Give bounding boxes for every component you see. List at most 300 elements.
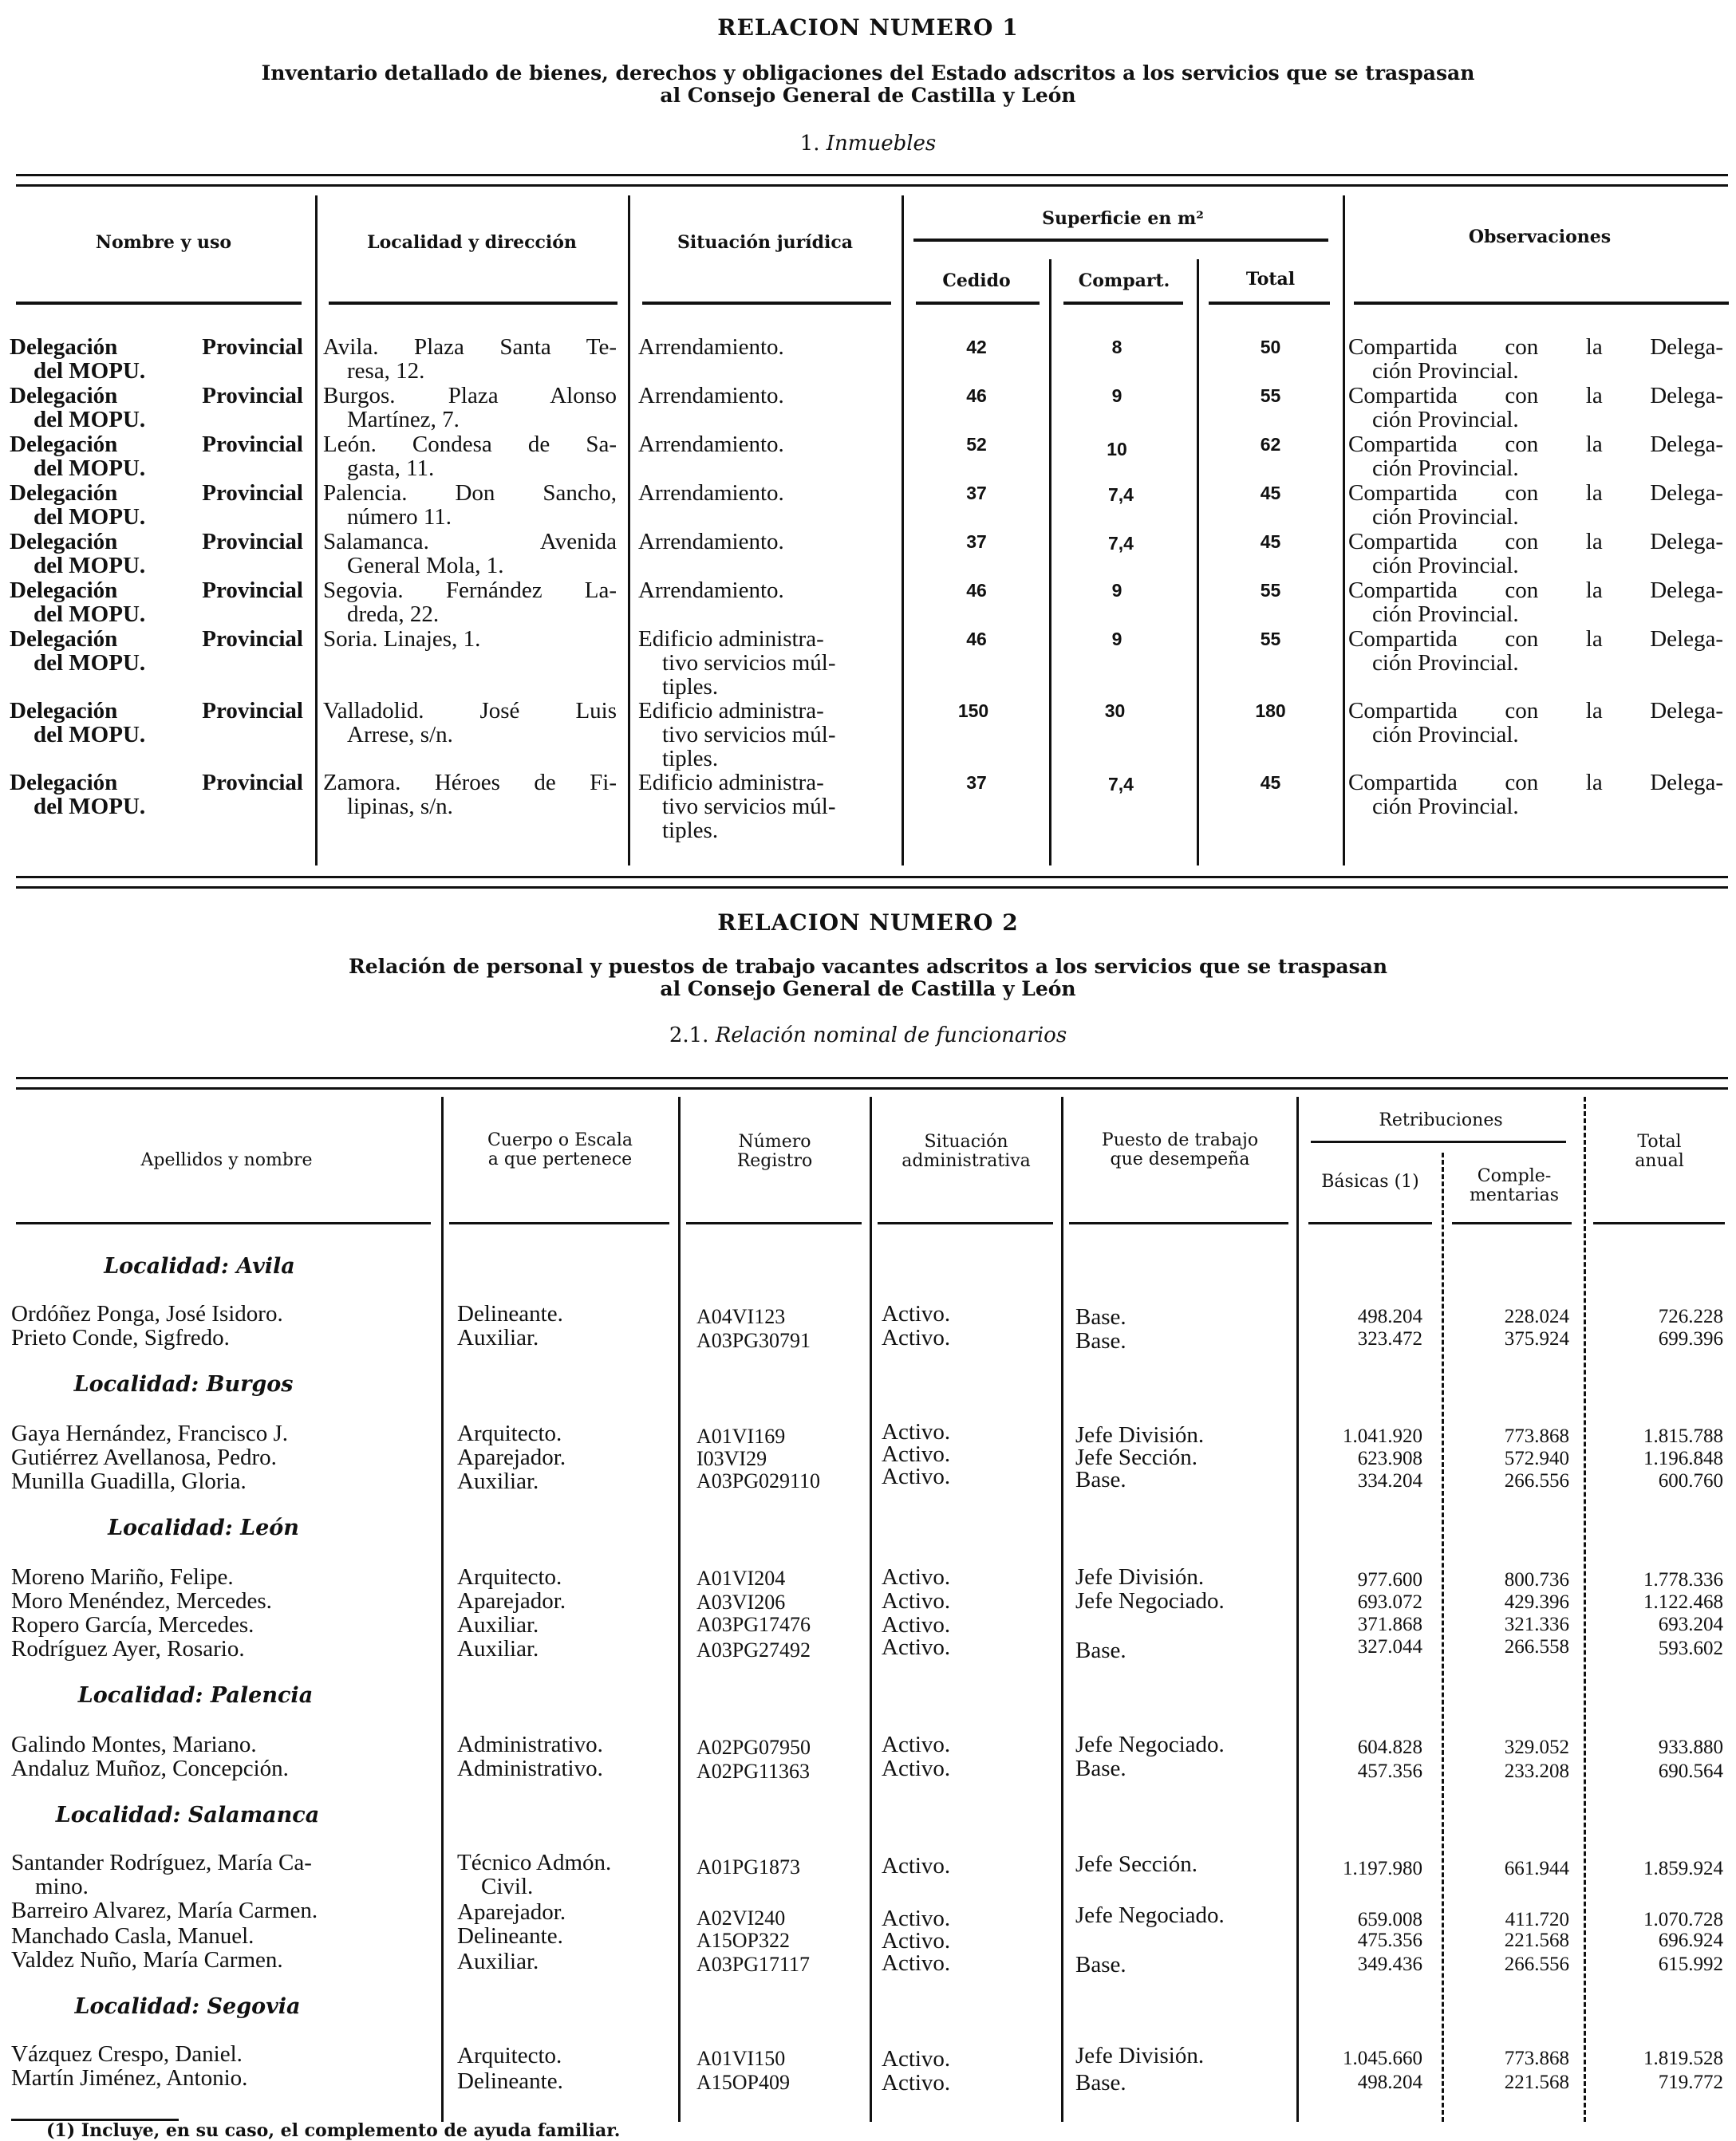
cell-complementarias: 221.568 — [1504, 1930, 1569, 1951]
table-bottom-rule — [16, 876, 1728, 889]
cell-situacion: Activo. — [882, 1441, 951, 1467]
cell-localidad: Arrese, s/n. — [347, 722, 453, 747]
cell-registro: A03PG17117 — [696, 1953, 811, 1976]
cell-nombre: del MOPU. — [34, 358, 146, 384]
cell-complementarias: 429.396 — [1504, 1591, 1569, 1613]
header-situacion-line1: Situación — [924, 1132, 1008, 1152]
cell-situacion: Arrendamiento. — [638, 334, 784, 360]
header-rule — [1063, 302, 1183, 305]
header-rule — [1354, 302, 1729, 305]
cell-registro: A15OP409 — [696, 2071, 791, 2094]
header-rule — [16, 302, 302, 305]
cell-localidad: León. Condesa de Sa- — [323, 432, 617, 457]
cell-total: 726.228 — [1658, 1306, 1723, 1327]
header-cedido: Cedido — [942, 270, 1011, 291]
cell-situacion: Activo. — [882, 1906, 951, 1931]
cell-complementarias: 773.868 — [1504, 1425, 1569, 1447]
header-rule — [1069, 1222, 1288, 1224]
section-number: 2.1. — [669, 1023, 709, 1047]
cell-basicas: 659.008 — [1357, 1909, 1422, 1930]
localidad-heading: Localidad: Avila — [104, 1254, 295, 1279]
cell-total: 1.196.848 — [1643, 1448, 1723, 1469]
cell-complementarias: 411.720 — [1505, 1909, 1569, 1930]
column-divider — [315, 195, 318, 865]
cell-basicas: 1.045.660 — [1343, 2048, 1422, 2069]
cell-cuerpo: Técnico Admón. — [457, 1850, 612, 1875]
cell-total: 45 — [1260, 772, 1281, 793]
column-divider — [1197, 259, 1199, 865]
column-divider — [628, 195, 630, 865]
header-total: Total — [1245, 269, 1296, 290]
cell-situacion: Arrendamiento. — [638, 529, 784, 554]
cell-cedido: 46 — [966, 580, 987, 601]
cell-situacion: Arrendamiento. — [638, 383, 784, 408]
cell-situacion: Activo. — [882, 1301, 951, 1327]
cell-cuerpo: Delineante. — [457, 1923, 563, 1949]
header-puesto — [1064, 1131, 1296, 1169]
cell-cuerpo: Auxiliar. — [457, 1612, 539, 1638]
cell-situacion: Edificio administra- — [638, 698, 824, 724]
section-title: Inmuebles — [826, 132, 937, 156]
column-divider — [1442, 1153, 1444, 2122]
cell-situacion: Arrendamiento. — [638, 480, 784, 506]
cell-nombre: Valdez Nuño, María Carmen. — [11, 1947, 283, 1973]
cell-observaciones: Compartida con la Delega- — [1348, 698, 1723, 724]
header-rule — [329, 302, 617, 305]
cell-localidad: Salamanca. Avenida — [323, 529, 617, 554]
cell-localidad: dreda, 22. — [347, 601, 440, 627]
cell-nombre: Delegación Provincial — [10, 334, 303, 360]
header-rule — [16, 1222, 431, 1224]
cell-nombre: mino. — [35, 1874, 89, 1899]
cell-cuerpo: Delineante. — [457, 2068, 563, 2094]
cell-observaciones: Compartida con la Delega- — [1348, 578, 1723, 603]
cell-compart: 7,4 — [1108, 533, 1134, 554]
cell-observaciones: ción Provincial. — [1372, 407, 1519, 432]
cell-basicas: 349.436 — [1357, 1954, 1422, 1975]
table-top-rule — [16, 174, 1728, 187]
cell-localidad: Segovia. Fernández La- — [323, 578, 617, 603]
cell-cuerpo: Arquitecto. — [457, 1564, 562, 1590]
header-situacion — [873, 1133, 1059, 1171]
cell-nombre: Rodríguez Ayer, Rosario. — [11, 1636, 245, 1662]
cell-registro: I03VI29 — [696, 1447, 767, 1470]
column-divider — [870, 1097, 872, 2122]
header-rule — [913, 239, 1328, 242]
cell-cuerpo: Arquitecto. — [457, 1421, 562, 1446]
cell-situacion: Activo. — [882, 1419, 951, 1445]
header-puesto-line1: Puesto de trabajo — [1101, 1130, 1259, 1150]
cell-observaciones: Compartida con la Delega- — [1348, 480, 1723, 506]
header-numero-registro — [682, 1133, 867, 1171]
localidad-heading: Localidad: Burgos — [73, 1372, 294, 1397]
cell-registro: A03PG30791 — [696, 1329, 811, 1352]
cell-situacion: Activo. — [882, 1732, 951, 1757]
relacion-1-subtitle-line2: al Consejo General de Castilla y León — [660, 84, 1076, 107]
cell-situacion: tivo servicios múl- — [662, 722, 836, 747]
cell-situacion: Activo. — [882, 1928, 951, 1954]
cell-complementarias: 321.336 — [1504, 1614, 1569, 1635]
cell-situacion: Activo. — [882, 1325, 951, 1350]
cell-nombre: Vázquez Crespo, Daniel. — [11, 2041, 243, 2067]
cell-nombre: Manchado Casla, Manuel. — [11, 1923, 254, 1949]
cell-basicas: 457.356 — [1357, 1761, 1422, 1782]
cell-puesto: Base. — [1075, 1328, 1126, 1354]
cell-complementarias: 266.558 — [1504, 1636, 1569, 1658]
header-total-anual — [1588, 1133, 1731, 1171]
cell-nombre: Moreno Mariño, Felipe. — [11, 1564, 234, 1590]
section-2-1-heading — [0, 1023, 1736, 1047]
cell-compart: 10 — [1107, 439, 1127, 459]
header-rule — [1593, 1222, 1725, 1224]
cell-total: 55 — [1260, 580, 1281, 601]
column-divider — [1584, 1097, 1586, 2122]
cell-nombre: del MOPU. — [34, 794, 146, 819]
header-puesto-line2: que desempeña — [1110, 1149, 1250, 1169]
cell-cuerpo: Auxiliar. — [457, 1949, 539, 1974]
cell-complementarias: 800.736 — [1504, 1569, 1569, 1591]
cell-puesto: Base. — [1075, 1304, 1126, 1330]
cell-localidad: Palencia. Don Sancho, — [323, 480, 617, 506]
cell-nombre: Delegación Provincial — [10, 480, 303, 506]
cell-situacion: Activo. — [882, 1950, 951, 1976]
cell-total: 45 — [1260, 483, 1281, 503]
cell-puesto: Jefe Sección. — [1075, 1851, 1197, 1877]
cell-basicas: 498.204 — [1357, 1306, 1422, 1327]
cell-compart: 9 — [1111, 580, 1122, 601]
cell-cedido: 46 — [966, 385, 987, 406]
cell-basicas: 604.828 — [1357, 1737, 1422, 1758]
cell-situacion: Activo. — [882, 1464, 951, 1489]
cell-puesto: Jefe Negociado. — [1075, 1902, 1225, 1928]
cell-nombre: Delegación Provincial — [10, 529, 303, 554]
cell-registro: A01VI169 — [696, 1425, 786, 1448]
cell-observaciones: ción Provincial. — [1372, 358, 1519, 384]
cell-cuerpo: Arquitecto. — [457, 2043, 562, 2068]
header-complem-line2: mentarias — [1470, 1185, 1559, 1205]
cell-total: 62 — [1260, 434, 1281, 455]
cell-situacion: tiples. — [662, 674, 719, 700]
cell-localidad: resa, 12. — [347, 358, 425, 384]
cell-total: 55 — [1260, 385, 1281, 406]
cell-observaciones: ción Provincial. — [1372, 553, 1519, 578]
cell-observaciones: ción Provincial. — [1372, 650, 1519, 676]
cell-puesto: Base. — [1075, 2070, 1126, 2096]
column-divider — [678, 1097, 681, 2122]
cell-registro: A04VI123 — [696, 1305, 786, 1328]
cell-total: 1.122.468 — [1643, 1591, 1723, 1613]
header-rule — [1311, 1141, 1566, 1143]
cell-total: 50 — [1260, 337, 1281, 357]
column-divider — [1061, 1097, 1063, 2122]
header-nombre: Nombre y uso — [95, 232, 232, 253]
cell-localidad: número 11. — [347, 504, 452, 530]
cell-cuerpo: Administrativo. — [457, 1732, 603, 1757]
cell-observaciones: Compartida con la Delega- — [1348, 770, 1723, 795]
header-complem-line1: Comple- — [1477, 1166, 1552, 1186]
cell-registro: A03PG27492 — [696, 1638, 811, 1662]
cell-situacion: Edificio administra- — [638, 770, 824, 795]
cell-puesto: Base. — [1075, 1638, 1126, 1663]
cell-complementarias: 572.940 — [1504, 1448, 1569, 1469]
table-top-rule — [16, 1077, 1728, 1090]
cell-total: 719.772 — [1658, 2072, 1723, 2093]
cell-nombre: Prieto Conde, Sigfredo. — [11, 1325, 230, 1350]
cell-puesto: Jefe División. — [1075, 2043, 1205, 2068]
cell-basicas: 498.204 — [1357, 2072, 1422, 2093]
header-rule — [642, 302, 891, 305]
relacion-1-subtitle-line1: Inventario detallado de bienes, derechos y obligaciones del Estado adscritos a los servicios que se traspasan — [261, 61, 1475, 85]
cell-total: 180 — [1255, 700, 1286, 721]
cell-observaciones: Compartida con la Delega- — [1348, 334, 1723, 360]
cell-total: 55 — [1260, 629, 1281, 649]
cell-nombre: Gaya Hernández, Francisco J. — [11, 1421, 289, 1446]
column-divider — [1343, 195, 1345, 865]
cell-complementarias: 375.924 — [1504, 1328, 1569, 1350]
cell-observaciones: ción Provincial. — [1372, 601, 1519, 627]
cell-registro: A03PG17476 — [696, 1613, 811, 1636]
cell-puesto: Jefe Negociado. — [1075, 1732, 1225, 1757]
cell-cuerpo: Aparejador. — [457, 1899, 566, 1925]
header-cuerpo-line1: Cuerpo o Escala — [487, 1130, 633, 1150]
cell-nombre: Andaluz Muñoz, Concepción. — [11, 1756, 289, 1781]
cell-total: 1.859.924 — [1643, 1858, 1723, 1879]
cell-nombre: Delegación Provincial — [10, 383, 303, 408]
cell-registro: A02PG11363 — [696, 1760, 811, 1783]
cell-registro: A02VI240 — [696, 1906, 786, 1930]
header-complementarias — [1446, 1167, 1583, 1205]
section-title: Relación nominal de funcionarios — [715, 1023, 1067, 1047]
cell-total: 1.778.336 — [1643, 1569, 1723, 1591]
cell-observaciones: Compartida con la Delega- — [1348, 432, 1723, 457]
relacion-1-title: RELACION NUMERO 1 — [717, 14, 1019, 41]
cell-total: 933.880 — [1658, 1737, 1723, 1758]
header-retribuciones: Retribuciones — [1379, 1110, 1503, 1130]
cell-observaciones: Compartida con la Delega- — [1348, 383, 1723, 408]
cell-nombre: Moro Menéndez, Mercedes. — [11, 1588, 272, 1614]
localidad-heading: Localidad: Segovia — [74, 1994, 301, 2019]
cell-basicas: 475.356 — [1357, 1930, 1422, 1951]
cell-situacion: tivo servicios múl- — [662, 650, 836, 676]
cell-puesto: Jefe División. — [1075, 1564, 1205, 1590]
cell-basicas: 334.204 — [1357, 1470, 1422, 1492]
cell-situacion: Activo. — [882, 1756, 951, 1781]
cell-localidad: Zamora. Héroes de Fi- — [323, 770, 617, 795]
header-localidad: Localidad y dirección — [367, 232, 577, 253]
cell-nombre: Ropero García, Mercedes. — [11, 1612, 254, 1638]
cell-situacion: Activo. — [882, 1588, 951, 1614]
cell-observaciones: ción Provincial. — [1372, 722, 1519, 747]
header-apellidos: Apellidos y nombre — [140, 1150, 313, 1170]
cell-situacion: Arrendamiento. — [638, 578, 784, 603]
cell-localidad: Burgos. Plaza Alonso — [323, 383, 617, 408]
localidad-heading: Localidad: Palencia — [77, 1683, 314, 1708]
cell-complementarias: 773.868 — [1504, 2048, 1569, 2069]
cell-situacion: Activo. — [882, 1612, 951, 1638]
relacion-2-subtitle-line1: Relación de personal y puestos de trabajo vacantes adscritos a los servicios que se traspasan — [348, 955, 1388, 978]
cell-nombre: del MOPU. — [34, 407, 146, 432]
header-rule — [1452, 1222, 1572, 1224]
localidad-heading: Localidad: León — [108, 1516, 299, 1540]
cell-complementarias: 661.944 — [1504, 1858, 1569, 1879]
cell-total: 699.396 — [1658, 1328, 1723, 1350]
cell-basicas: 623.908 — [1357, 1448, 1422, 1469]
cell-cuerpo: Aparejador. — [457, 1445, 566, 1470]
header-rule — [1308, 1222, 1432, 1224]
cell-cedido: 37 — [966, 772, 987, 793]
cell-situacion: Activo. — [882, 2046, 951, 2072]
cell-registro: A15OP322 — [696, 1929, 791, 1952]
cell-cedido: 150 — [957, 700, 989, 721]
header-cuerpo — [445, 1131, 675, 1169]
cell-compart: 8 — [1111, 337, 1122, 357]
cell-nombre: Barreiro Alvarez, María Carmen. — [11, 1898, 318, 1923]
header-superficie: Superficie en m² — [1042, 208, 1204, 229]
header-rule — [686, 1222, 862, 1224]
cell-observaciones: ción Provincial. — [1372, 794, 1519, 819]
cell-situacion: tiples. — [662, 746, 719, 771]
cell-nombre: del MOPU. — [34, 455, 146, 481]
column-divider — [1049, 259, 1051, 865]
cell-compart: 7,4 — [1108, 774, 1134, 794]
column-divider — [441, 1097, 444, 2122]
cell-total: 693.204 — [1658, 1614, 1723, 1635]
cell-nombre: Delegación Provincial — [10, 578, 303, 603]
section-number: 1. — [799, 132, 820, 156]
cell-situacion: Activo. — [882, 1853, 951, 1879]
cell-localidad: General Mola, 1. — [347, 553, 504, 578]
column-divider — [902, 195, 904, 865]
cell-registro: A01PG1873 — [696, 1855, 801, 1879]
column-divider — [1296, 1097, 1299, 2122]
cell-total: 615.992 — [1658, 1954, 1723, 1975]
cell-basicas: 327.044 — [1357, 1636, 1422, 1658]
cell-complementarias: 266.556 — [1504, 1470, 1569, 1492]
cell-cedido: 46 — [966, 629, 987, 649]
cell-total: 45 — [1260, 531, 1281, 552]
cell-nombre: del MOPU. — [34, 722, 146, 747]
cell-puesto: Jefe Sección. — [1075, 1445, 1197, 1470]
cell-cuerpo: Administrativo. — [457, 1756, 603, 1781]
cell-situacion: Activo. — [882, 1634, 951, 1660]
cell-observaciones: ción Provincial. — [1372, 455, 1519, 481]
header-numero-line1: Número — [738, 1132, 811, 1152]
cell-compart: 9 — [1111, 629, 1122, 649]
cell-situacion: Activo. — [882, 2070, 951, 2096]
cell-nombre: Delegación Provincial — [10, 770, 303, 795]
cell-puesto: Jefe Negociado. — [1075, 1588, 1225, 1614]
cell-cuerpo: Delineante. — [457, 1301, 563, 1327]
cell-nombre: Martín Jiménez, Antonio. — [11, 2065, 248, 2091]
cell-observaciones: Compartida con la Delega- — [1348, 626, 1723, 652]
header-rule — [1209, 302, 1330, 305]
header-rule — [449, 1222, 669, 1224]
cell-cuerpo: Aparejador. — [457, 1588, 566, 1614]
header-cuerpo-line2: a que pertenece — [487, 1149, 633, 1169]
cell-cuerpo: Auxiliar. — [457, 1325, 539, 1350]
cell-complementarias: 233.208 — [1504, 1761, 1569, 1782]
cell-puesto: Base. — [1075, 1756, 1126, 1781]
cell-total: 690.564 — [1658, 1761, 1723, 1782]
cell-nombre: Ordóñez Ponga, José Isidoro. — [11, 1301, 283, 1327]
header-compart: Compart. — [1078, 270, 1170, 291]
cell-localidad: Soria. Linajes, 1. — [323, 626, 481, 652]
cell-compart: 7,4 — [1108, 484, 1134, 505]
cell-basicas: 693.072 — [1357, 1591, 1422, 1613]
cell-cedido: 52 — [966, 434, 987, 455]
cell-compart: 30 — [1104, 700, 1126, 721]
cell-total: 1.815.788 — [1643, 1425, 1723, 1447]
cell-nombre: del MOPU. — [34, 601, 146, 627]
cell-basicas: 371.868 — [1357, 1614, 1422, 1635]
cell-situacion: Edificio administra- — [638, 626, 824, 652]
cell-registro: A03VI206 — [696, 1591, 786, 1614]
cell-nombre: Delegación Provincial — [10, 626, 303, 652]
cell-cedido: 37 — [966, 483, 987, 503]
cell-basicas: 977.600 — [1357, 1569, 1422, 1591]
cell-registro: A01VI150 — [696, 2047, 786, 2070]
cell-complementarias: 266.556 — [1504, 1954, 1569, 1975]
header-rule — [916, 302, 1040, 305]
cell-total: 1.070.728 — [1643, 1909, 1723, 1930]
cell-total: 600.760 — [1658, 1470, 1723, 1492]
cell-cuerpo: Civil. — [481, 1874, 534, 1899]
cell-registro: A03PG029110 — [696, 1469, 821, 1492]
header-rule — [878, 1222, 1053, 1224]
cell-cedido: 37 — [966, 531, 987, 552]
cell-localidad: gasta, 11. — [347, 455, 435, 481]
relacion-2-title: RELACION NUMERO 2 — [717, 909, 1019, 936]
cell-cedido: 42 — [966, 337, 987, 357]
header-numero-line2: Registro — [736, 1151, 813, 1171]
header-total-line2: anual — [1635, 1151, 1684, 1171]
cell-observaciones: ción Provincial. — [1372, 504, 1519, 530]
cell-nombre: Delegación Provincial — [10, 698, 303, 724]
cell-situacion: Arrendamiento. — [638, 432, 784, 457]
cell-puesto: Jefe División. — [1075, 1422, 1205, 1448]
cell-situacion: tiples. — [662, 818, 719, 843]
cell-nombre: Galindo Montes, Mariano. — [11, 1732, 257, 1757]
cell-total: 1.819.528 — [1643, 2048, 1723, 2069]
cell-puesto: Base. — [1075, 1952, 1126, 1977]
header-basicas: Básicas (1) — [1321, 1172, 1419, 1192]
cell-complementarias: 221.568 — [1504, 2072, 1569, 2093]
cell-nombre: del MOPU. — [34, 553, 146, 578]
cell-basicas: 1.041.920 — [1343, 1425, 1422, 1447]
cell-basicas: 323.472 — [1357, 1328, 1422, 1350]
cell-cuerpo: Auxiliar. — [457, 1636, 539, 1662]
cell-situacion: tivo servicios múl- — [662, 794, 836, 819]
cell-registro: A01VI204 — [696, 1567, 786, 1590]
cell-localidad: Martínez, 7. — [347, 407, 460, 432]
cell-localidad: Valladolid. José Luis — [323, 698, 617, 724]
relacion-2-subtitle — [0, 956, 1736, 1000]
header-situacion: Situación jurídica — [677, 232, 854, 253]
relacion-1-subtitle — [0, 62, 1736, 107]
cell-compart: 9 — [1111, 385, 1122, 406]
cell-complementarias: 228.024 — [1504, 1306, 1569, 1327]
cell-localidad: Avila. Plaza Santa Te- — [323, 334, 617, 360]
cell-nombre: Munilla Guadilla, Gloria. — [11, 1469, 247, 1494]
section-1-heading — [0, 132, 1736, 156]
cell-total: 593.602 — [1658, 1638, 1723, 1659]
header-situacion-line2: administrativa — [902, 1151, 1031, 1171]
cell-total: 696.924 — [1658, 1930, 1723, 1951]
cell-nombre: Santander Rodríguez, María Ca- — [11, 1850, 312, 1875]
cell-localidad: lipinas, s/n. — [347, 794, 453, 819]
cell-observaciones: Compartida con la Delega- — [1348, 529, 1723, 554]
cell-cuerpo: Auxiliar. — [457, 1469, 539, 1494]
